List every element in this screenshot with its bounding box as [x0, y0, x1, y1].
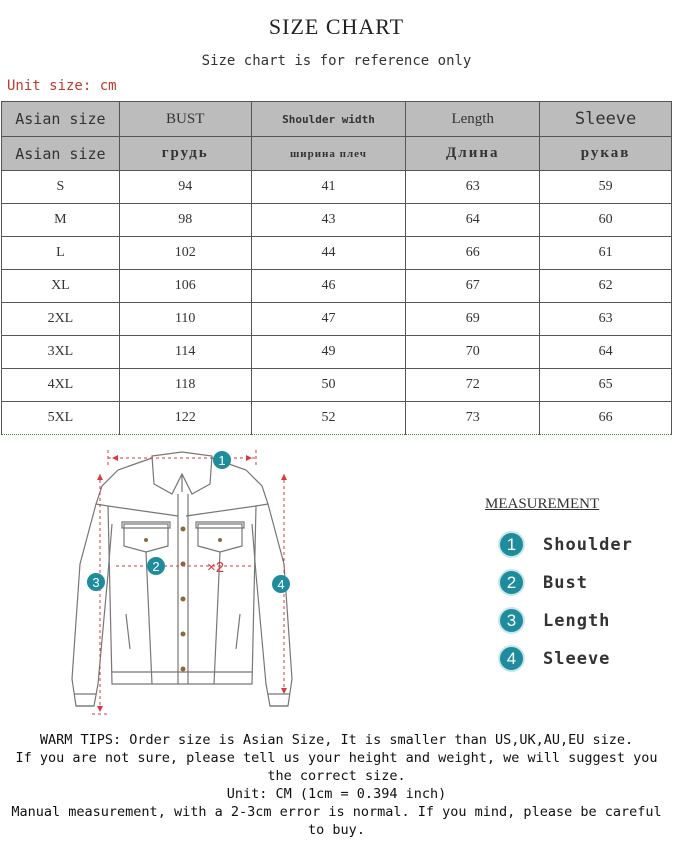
value-cell: 49 — [251, 336, 406, 369]
header-row-ru — [2, 137, 672, 171]
measurement-label: Shoulder — [543, 534, 633, 555]
value-cell: 69 — [406, 303, 540, 336]
value-cell: 44 — [251, 237, 406, 270]
value-cell: 98 — [119, 204, 251, 237]
table-row — [2, 402, 672, 435]
value-cell: 62 — [540, 270, 672, 303]
value-cell: 114 — [119, 336, 251, 369]
tip-line: Unit: CM (1cm = 0.394 inch) — [226, 786, 447, 802]
header-size: Asian size — [2, 102, 120, 137]
value-cell: 59 — [540, 171, 672, 204]
value-cell: 66 — [406, 237, 540, 270]
table-row — [2, 171, 672, 204]
tip-line: WARM TIPS: Order size is Asian Size, It is smaller than US,UK,AU,EU size. — [39, 732, 634, 748]
table-row — [2, 369, 672, 402]
number-badge: 1 — [498, 531, 525, 558]
value-cell: 65 — [540, 369, 672, 402]
value-cell: 61 — [540, 237, 672, 270]
value-cell: 67 — [406, 270, 540, 303]
header-length: Length — [406, 102, 540, 137]
number-badge: 2 — [498, 569, 525, 596]
value-cell: 66 — [540, 402, 672, 435]
page-title: SIZE CHART — [268, 14, 405, 39]
size-cell: 5XL — [2, 402, 120, 435]
jacket-diagram — [60, 444, 320, 729]
header-row-en — [2, 102, 672, 137]
diagram-x2: ×2 — [207, 559, 225, 576]
size-cell: 2XL — [2, 303, 120, 336]
header-ru-bust: грудь — [119, 137, 251, 171]
warm-tips — [0, 731, 673, 839]
header-ru-shoulder: ширина плеч — [251, 137, 406, 171]
value-cell: 60 — [540, 204, 672, 237]
measurement-label: Length — [543, 610, 611, 631]
tip-line: Manual measurement, with a 2-3cm error is normal. If you mind, please be careful to buy. — [11, 804, 662, 838]
size-cell: L — [2, 237, 120, 270]
value-cell: 50 — [251, 369, 406, 402]
size-table — [1, 101, 672, 435]
size-cell: M — [2, 204, 120, 237]
value-cell: 72 — [406, 369, 540, 402]
header-ru-sleeve: рукав — [540, 137, 672, 171]
unit-label: Unit size: cm — [7, 78, 117, 94]
measurement-label: Bust — [543, 572, 588, 593]
subtitle: Size chart is for reference only — [201, 53, 472, 69]
value-cell: 106 — [119, 270, 251, 303]
number-badge: 3 — [498, 607, 525, 634]
value-cell: 73 — [406, 402, 540, 435]
value-cell: 41 — [251, 171, 406, 204]
table-row — [2, 336, 672, 369]
size-cell: S — [2, 171, 120, 204]
value-cell: 63 — [406, 171, 540, 204]
measurement-item-shoulder — [498, 531, 633, 558]
value-cell: 46 — [251, 270, 406, 303]
size-cell: 3XL — [2, 336, 120, 369]
number-badge: 4 — [498, 645, 525, 672]
table-row — [2, 303, 672, 336]
value-cell: 43 — [251, 204, 406, 237]
tip-line: If you are not sure, please tell us your height and weight, we will suggest you the correct size. — [15, 750, 658, 784]
diagram-num-1: 1 — [218, 453, 226, 468]
value-cell: 110 — [119, 303, 251, 336]
header-ru-length: Длина — [406, 137, 540, 171]
value-cell: 47 — [251, 303, 406, 336]
value-cell: 64 — [406, 204, 540, 237]
value-cell: 94 — [119, 171, 251, 204]
measurement-title: MEASUREMENT — [485, 496, 600, 512]
header-ru-size: Asian size — [2, 137, 120, 171]
value-cell: 122 — [119, 402, 251, 435]
header-shoulder: Shoulder width — [251, 102, 406, 137]
measurement-item-sleeve — [498, 645, 610, 672]
value-cell: 102 — [119, 237, 251, 270]
diagram-num-2: 2 — [152, 559, 160, 574]
measurement-item-length — [498, 607, 610, 634]
table-row — [2, 237, 672, 270]
size-cell: XL — [2, 270, 120, 303]
value-cell: 52 — [251, 402, 406, 435]
table-row — [2, 270, 672, 303]
value-cell: 63 — [540, 303, 672, 336]
measurement-label: Sleeve — [543, 648, 611, 669]
diagram-num-3: 3 — [92, 575, 100, 590]
measurement-item-bust — [498, 569, 588, 596]
header-sleeve: Sleeve — [540, 102, 672, 137]
table-row — [2, 204, 672, 237]
value-cell: 70 — [406, 336, 540, 369]
header-bust: BUST — [119, 102, 251, 137]
diagram-num-4: 4 — [277, 577, 285, 592]
value-cell: 118 — [119, 369, 251, 402]
size-cell: 4XL — [2, 369, 120, 402]
value-cell: 64 — [540, 336, 672, 369]
